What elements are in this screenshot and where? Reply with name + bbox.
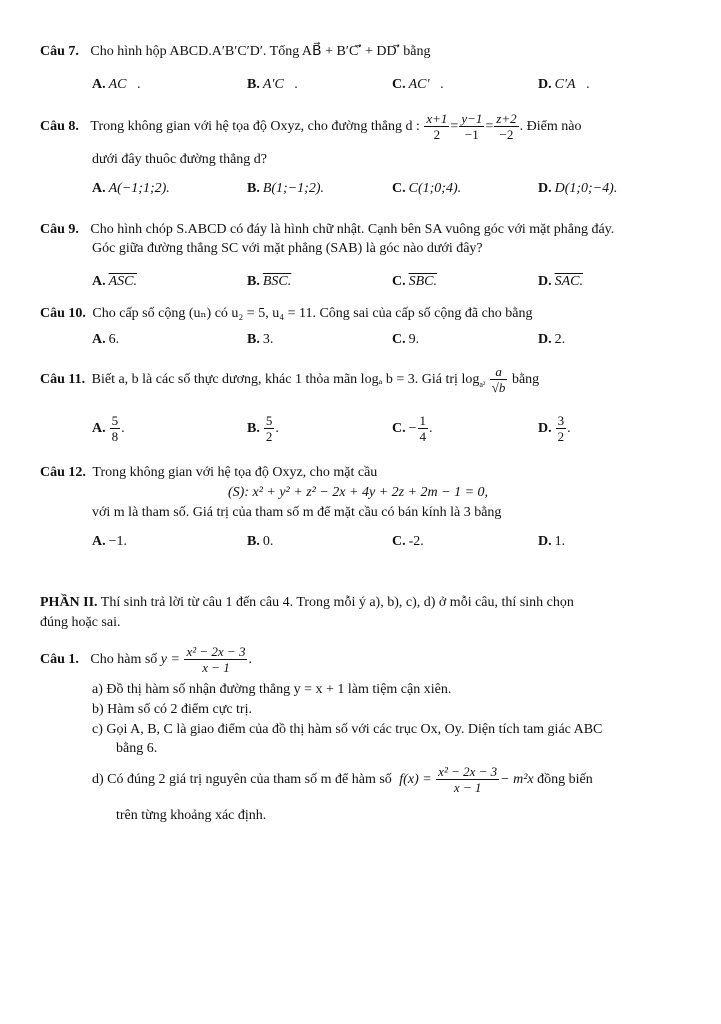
option-b[interactable]: B. BSC. <box>247 274 292 289</box>
question-11-options <box>92 410 692 448</box>
fraction: $\frac{\text{x² − 2x − 3}}{x - 1}$ <box>438 764 498 796</box>
question-12-line3: với m là tham số. Giá trị của tham số m để mặt cầu có bán kính là 3 bằng <box>92 505 502 520</box>
question-stem: Trong không gian với hệ tọa độ Oxyz, cho đường thẳng d : <box>90 119 420 134</box>
option-a[interactable]: A. ASC. <box>92 274 138 289</box>
question-8-options <box>92 178 692 200</box>
question-8: Câu 8. Trong không gian với hệ tọa độ Oxyz, cho đường thẳng d : $\frac{x+1}{2}$ = $\frac{y-1}{-1}$ = $\frac{z+2}{-2}$ . Điểm nào <box>40 111 582 143</box>
part2-intro-line2: đúng hoặc sai. <box>40 615 121 630</box>
question-9-line2: Góc giữa đường thẳng SC với mặt phẳng (SAB) là góc nào dưới đây? <box>92 241 483 256</box>
question-12 <box>40 463 695 482</box>
option-a[interactable]: A. −1. <box>92 534 128 549</box>
option-d[interactable]: D. SAC. <box>538 274 584 289</box>
item-c: c) Gọi A, B, C là giao điểm của đồ thị hàm số với các trục Ox, Oy. Diện tích tam giác ABC <box>92 722 603 737</box>
option-c[interactable]: C. C(1;0;4). <box>392 181 462 196</box>
question-number: Câu 11. <box>40 372 86 387</box>
option-b[interactable]: B. $\frac{5}{2}$ . <box>247 413 279 445</box>
fraction: $\frac{x+1}{2}$ <box>426 111 448 143</box>
item-b: b) Hàm số có 2 điểm cực trị. <box>92 702 252 717</box>
question-number: Câu 1. <box>40 652 79 667</box>
item-d-line2: trên từng khoảng xác định. <box>116 808 267 823</box>
question-9-options <box>92 271 692 293</box>
option-d[interactable]: D. C′A⃗. <box>538 77 590 92</box>
item-a: a) Đồ thị hàm số nhận đường thẳng y = x + 1 làm tiệm cận xiên. <box>92 682 452 697</box>
question-stem: Cho cấp số cộng (uₙ) có u₂ = 5, u₄ = 11. Công sai của cấp số cộng đã cho bằng <box>92 306 533 321</box>
fraction: $\frac{z+2}{-2}$ <box>496 111 517 143</box>
option-b[interactable]: B. 0. <box>247 534 274 549</box>
question-stem: Cho hình chóp S.ABCD có đáy là hình chữ nhật. Cạnh bên SA vuông góc với mặt phẳng đáy. <box>90 222 615 237</box>
option-d[interactable]: D. $\frac{3}{2}$ . <box>538 413 571 445</box>
option-c[interactable]: C. -2. <box>392 534 424 549</box>
question-stem: Cho hình hộp ABCD.A′B′C′D′. Tổng AB⃗ + B′C′⃗ + DD′⃗ bằng <box>90 44 431 59</box>
option-c[interactable]: C. 9. <box>392 332 420 347</box>
fraction: $\frac{y-1}{-1}$ <box>461 111 483 143</box>
option-d[interactable]: D. D(1;0;−4). <box>538 181 618 196</box>
question-number: Câu 10. <box>40 306 86 321</box>
part2-question-1: Câu 1. Cho hàm số y = $\frac{\text{x² − 2x − 3}}{x - 1}$ . <box>40 644 252 676</box>
option-a[interactable]: A. A(−1;1;2). <box>92 181 170 196</box>
option-a[interactable]: A. 6. <box>92 332 120 347</box>
question-number: Câu 7. <box>40 44 79 59</box>
item-d: d) Có đúng 2 giá trị nguyên của tham số m để hàm số f(x) = $\frac{\text{x² − 2x − 3}}{x - 1}$ − m²x đồng biến <box>92 764 593 796</box>
question-7-options <box>92 74 692 96</box>
part2-intro: PHẦN II. Thí sinh trả lời từ câu 1 đến câu 4. Trong mỗi ý a), b), c), d) ở mỗi câu, thí sinh chọn <box>40 595 574 610</box>
question-stem: Trong không gian với hệ tọa độ Oxyz, cho mặt cầu <box>92 465 378 480</box>
question-number: Câu 9. <box>40 222 79 237</box>
option-d[interactable]: D. 1. <box>538 534 566 549</box>
question-7 <box>40 42 695 61</box>
question-10-options <box>92 329 692 351</box>
question-9 <box>40 220 695 239</box>
question-10 <box>40 304 695 323</box>
question-11: Câu 11. Biết a, b là các số thực dương, khác 1 thỏa mãn logₐ b = 3. Giá trị $\log_{a^2}$ $\frac{a}{√b}$ bằng <box>40 364 540 396</box>
question-stem: Biết a, b là các số thực dương, khác 1 thỏa mãn logₐ b = 3. Giá trị log <box>91 372 480 387</box>
option-c[interactable]: C. SBC. <box>392 274 438 289</box>
option-b[interactable]: B. A′C⃗. <box>247 77 299 92</box>
option-b[interactable]: B. 3. <box>247 332 274 347</box>
part2-heading: PHẦN II. <box>40 595 98 610</box>
option-a[interactable]: A. $\frac{5}{8}$ . <box>92 413 125 445</box>
option-c[interactable]: C. AC′⃗. <box>392 77 444 92</box>
option-a[interactable]: A. AC⃗. <box>92 77 141 92</box>
option-d[interactable]: D. 2. <box>538 332 566 347</box>
question-12-options <box>92 531 692 553</box>
item-c-line2: bằng 6. <box>116 741 158 756</box>
fraction: $\frac{\text{x² − 2x − 3}}{x - 1}$ <box>186 644 246 676</box>
fraction: $\frac{a}{√b}$ <box>491 364 506 396</box>
option-b[interactable]: B. B(1;−1;2). <box>247 181 324 196</box>
question-number: Câu 12. <box>40 465 86 480</box>
option-c[interactable]: C. − $\frac{1}{4}$ . <box>392 413 433 445</box>
question-number: Câu 8. <box>40 119 79 134</box>
sphere-equation: (S): x² + y² + z² − 2x + 4y + 2z + 2m − 1 = 0, <box>228 485 489 500</box>
question-8-line2: dưới đây thuôc đường thẳng d? <box>92 152 268 167</box>
